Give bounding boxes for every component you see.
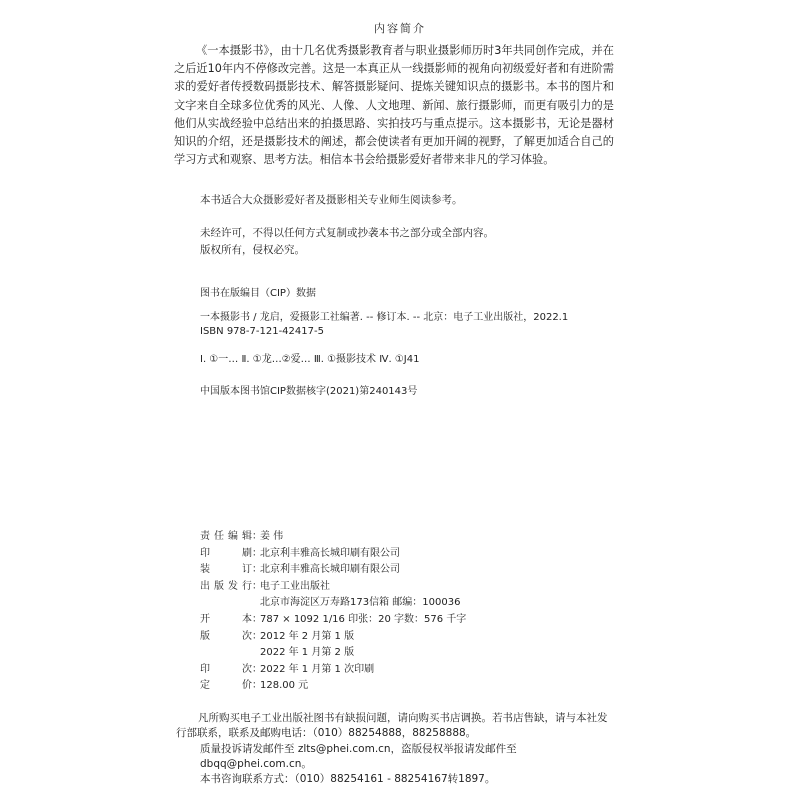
credit-label: 印刷 — [200, 547, 252, 559]
credit-row: 印刷 ： 北京利丰雅高长城印刷有限公司 — [200, 546, 620, 563]
footer-notice — [176, 711, 616, 787]
credit-value: 128.00 元 — [260, 680, 309, 692]
intro-paragraph: 《一本摄影书》，由十几名优秀摄影教育者与职业摄影师历时3年共同创作完成，并在之后近10年内不停修改完善。这是一本真正从一线摄影师的视角向初级爱好者和有进阶需求的爱好者传授数码摄影技术、解答摄影疑问、提炼关键知识点的摄影书。本书的图片和文字来自全球多位优秀的风光、人像、人文地理、新闻、旅行摄影师，而更有吸引力的是他们从实战经验中总结出来的拍摄思路、实拍技巧与重点提示。这本摄影书，无论是器材知识的介绍，还是摄影技术的阐述，都会使读者有更加开阔的视野，了解更加适合自己的学习方式和观察、思考方法。相信本书会给摄影爱好者带来非凡的学习体验。 — [174, 44, 614, 167]
credit-label: 开本 — [200, 613, 252, 625]
cip-heading: 图书在版编目（CIP）数据 — [200, 288, 316, 299]
consult-contact: 本书咨询联系方式：（010）88254161 - 88254167转1897。 — [200, 773, 496, 786]
credit-label: 责任编辑 — [200, 531, 252, 542]
credit-label: 印次 — [200, 663, 252, 675]
credit-label: 版次 — [200, 630, 252, 642]
credit-value: 2022 年 1 月第 2 版 — [260, 647, 355, 659]
credit-row: 责任编辑 ： 姜 伟 — [200, 529, 620, 546]
credit-row — [200, 595, 620, 612]
credit-value: 电子工业出版社 — [260, 580, 330, 592]
copyright-notice: 未经许可，不得以任何方式复制或抄袭本书之部分或全部内容。 — [200, 227, 494, 239]
page-title: 内容简介 — [374, 22, 426, 35]
return-notice: 凡所购买电子工业出版社图书有缺损问题，请向购买书店调换。若书店售缺，请与本社发行部联系，联系及邮购电话：（010）88254888，88258888。 — [176, 712, 608, 740]
cip-bibliography: 一本摄影书 / 龙启，爱摄影工社编著. -- 修订本. -- 北京：电子工业出版社，2022.1 — [200, 312, 569, 323]
credit-row: 出版发行 ： 电子工业出版社 — [200, 579, 620, 596]
credit-value: 北京市海淀区万寿路173信箱 邮编：100036 — [260, 597, 461, 609]
credit-value: 姜 伟 — [260, 531, 284, 542]
credit-row — [200, 645, 620, 662]
complaint-contact: 质量投诉请发邮件至 zlts@phei.com.cn，盗版侵权举报请发邮件至dbqq@phei.com.cn。 — [200, 742, 517, 770]
credit-row: 定价 ： 128.00 元 — [200, 678, 620, 695]
credits-block — [200, 529, 620, 695]
rights-reserved: 版权所有，侵权必究。 — [200, 244, 305, 256]
credit-value: 2022 年 1 月第 1 次印刷 — [260, 663, 375, 675]
credit-label: 出版发行 — [200, 580, 252, 592]
credit-label — [200, 595, 252, 612]
credit-value: 北京利丰雅高长城印刷有限公司 — [260, 547, 400, 559]
credit-label — [200, 645, 252, 662]
credit-label: 定价 — [200, 680, 252, 692]
audience-note: 本书适合大众摄影爱好者及摄影相关专业师生阅读参考。 — [200, 194, 463, 206]
credit-row: 开本 ： 787 × 1092 1/16 印张：20 字数：576 千字 — [200, 612, 620, 629]
credit-label: 装订 — [200, 564, 252, 576]
credit-row: 印次 ： 2022 年 1 月第 1 次印刷 — [200, 662, 620, 679]
cip-record-number: 中国版本图书馆CIP数据核字(2021)第240143号 — [200, 386, 418, 397]
credit-row: 装订 ： 北京利丰雅高长城印刷有限公司 — [200, 562, 620, 579]
cip-classification: Ⅰ. ①一… Ⅱ. ①龙…②爱… Ⅲ. ①摄影技术 Ⅳ. ①J41 — [200, 354, 420, 365]
credit-value: 787 × 1092 1/16 印张：20 字数：576 千字 — [260, 613, 467, 625]
cip-isbn: ISBN 978-7-121-42417-5 — [200, 326, 324, 337]
credit-value: 北京利丰雅高长城印刷有限公司 — [260, 564, 400, 576]
credit-row: 版次 ： 2012 年 2 月第 1 版 — [200, 629, 620, 646]
credit-value: 2012 年 2 月第 1 版 — [260, 630, 355, 642]
